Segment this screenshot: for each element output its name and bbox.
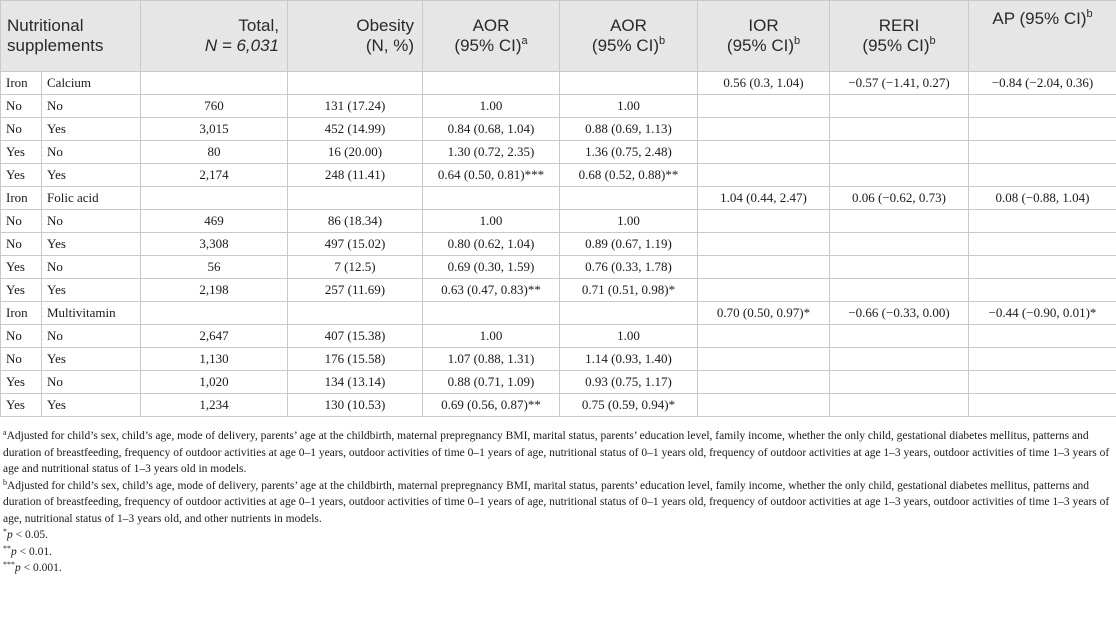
supplement-status-cell: Yes <box>42 118 141 141</box>
ap-cell <box>969 233 1116 256</box>
footnotes <box>3 428 1115 577</box>
aor-a-cell: 0.64 (0.50, 0.81)*** <box>423 164 560 187</box>
header-label: (95% CI) <box>862 36 930 55</box>
iron-status-cell: Yes <box>1 371 42 394</box>
aor-a-cell: 0.69 (0.30, 1.59) <box>423 256 560 279</box>
footnote-p005 <box>3 527 1115 544</box>
supplement-status-cell: No <box>42 256 141 279</box>
aor-a-cell: 1.07 (0.88, 1.31) <box>423 348 560 371</box>
iron-status-cell: Yes <box>1 141 42 164</box>
footnote-marker: b <box>793 35 801 47</box>
obesity-count-cell: 7 (12.5) <box>288 256 423 279</box>
p-symbol: p <box>7 529 13 541</box>
table-row <box>1 325 1116 348</box>
aor-a-cell <box>423 302 560 325</box>
header-label: supplements <box>7 36 104 55</box>
reri-cell <box>830 325 969 348</box>
header-obesity <box>288 1 423 72</box>
total-count-cell: 1,020 <box>141 371 288 394</box>
header-label: Total, <box>238 16 280 35</box>
ap-cell <box>969 210 1116 233</box>
obesity-count-cell: 452 (14.99) <box>288 118 423 141</box>
supplement-status-cell: No <box>42 325 141 348</box>
total-count-cell: 1,130 <box>141 348 288 371</box>
reri-cell: −0.57 (−1.41, 0.27) <box>830 72 969 95</box>
header-total <box>141 1 288 72</box>
aor-a-cell: 0.84 (0.68, 1.04) <box>423 118 560 141</box>
aor-b-cell <box>560 187 698 210</box>
ap-cell <box>969 394 1116 417</box>
header-label: AOR <box>472 16 510 35</box>
table-row <box>1 394 1116 417</box>
iron-status-cell: Iron <box>1 187 42 210</box>
aor-b-cell: 1.00 <box>560 95 698 118</box>
aor-a-cell: 1.00 <box>423 325 560 348</box>
aor-b-cell: 0.71 (0.51, 0.98)* <box>560 279 698 302</box>
footnote-text: Adjusted for child’s sex, child’s age, mode of delivery, parents’ age at the childbirth, maternal prepregnancy BMI, marital status, parents’ education level, family income, whether the only child, gestational diabetes mellitus, patterns and duration of breastfeeding, frequency of outdoor activities at age 0–1 years, outdoor activities of time 0–1 years of age, nutritional status of 0–1 years old, frequency of outdoor activities at age 1–3 years, outdoor activities of time 1–3 years of age, nutritional status of 1–3 years old, and other nutrients in models. <box>3 479 1110 525</box>
header-label: RERI <box>878 16 920 35</box>
table-row <box>1 302 1116 325</box>
ap-cell: −0.84 (−2.04, 0.36) <box>969 72 1116 95</box>
iron-status-cell: No <box>1 210 42 233</box>
iron-status-cell: Yes <box>1 164 42 187</box>
obesity-count-cell <box>288 187 423 210</box>
obesity-count-cell <box>288 72 423 95</box>
footnote-marker: b <box>1086 8 1093 20</box>
header-label: AOR <box>610 16 647 35</box>
supplement-status-cell: Calcium <box>42 72 141 95</box>
aor-b-cell: 0.68 (0.52, 0.88)** <box>560 164 698 187</box>
aor-b-cell: 0.75 (0.59, 0.94)* <box>560 394 698 417</box>
aor-b-cell <box>560 302 698 325</box>
table-row <box>1 164 1116 187</box>
header-ior <box>698 1 830 72</box>
table-body <box>1 72 1116 417</box>
header-label: (95% CI) <box>591 36 659 55</box>
header-nutritional-supplements <box>1 1 141 72</box>
footnote-marker: b <box>929 35 936 47</box>
reri-cell <box>830 371 969 394</box>
iron-status-cell: Iron <box>1 72 42 95</box>
footnote-p001 <box>3 544 1115 561</box>
table-row <box>1 141 1116 164</box>
reri-cell <box>830 394 969 417</box>
supplement-status-cell: Yes <box>42 164 141 187</box>
footnote-text: Adjusted for child’s sex, child’s age, mode of delivery, parents’ age at the childbirth, maternal prepregnancy BMI, marital status, parents’ education level, family income, whether the only child, gestational diabetes mellitus, patterns and duration of breastfeeding, frequency of outdoor activities at age 0–1 years, outdoor activities of time 0–1 years of age, nutritional status of 0–1 years old, frequency of outdoor activities at age 1–3 years, outdoor activities of time 1–3 years of age and nutritional status of 1–3 years old in models. <box>3 430 1110 475</box>
ior-cell <box>698 348 830 371</box>
aor-a-cell <box>423 187 560 210</box>
table-row <box>1 279 1116 302</box>
total-count-cell <box>141 302 288 325</box>
supplement-status-cell: No <box>42 95 141 118</box>
supplement-status-cell: Yes <box>42 279 141 302</box>
footnote-text: < 0.01. <box>16 545 52 558</box>
total-count-cell: 3,308 <box>141 233 288 256</box>
footnote-marker: a <box>3 428 7 437</box>
ap-cell: 0.08 (−0.88, 1.04) <box>969 187 1116 210</box>
ior-cell: 1.04 (0.44, 2.47) <box>698 187 830 210</box>
footnote-text: < 0.001. <box>20 562 62 574</box>
supplement-status-cell: No <box>42 141 141 164</box>
supplement-status-cell: Multivitamin <box>42 302 141 325</box>
aor-b-cell: 0.88 (0.69, 1.13) <box>560 118 698 141</box>
p-symbol: p <box>11 545 17 558</box>
header-aor-a <box>423 1 560 72</box>
obesity-count-cell <box>288 302 423 325</box>
obesity-count-cell: 134 (13.14) <box>288 371 423 394</box>
ior-cell <box>698 394 830 417</box>
reri-cell: 0.06 (−0.62, 0.73) <box>830 187 969 210</box>
aor-b-cell: 1.36 (0.75, 2.48) <box>560 141 698 164</box>
ior-cell <box>698 95 830 118</box>
aor-b-cell: 1.00 <box>560 325 698 348</box>
footnote-marker: b <box>658 35 666 47</box>
ior-cell: 0.56 (0.3, 1.04) <box>698 72 830 95</box>
supplement-status-cell: Yes <box>42 394 141 417</box>
ior-cell <box>698 141 830 164</box>
ap-cell <box>969 118 1116 141</box>
ior-cell <box>698 233 830 256</box>
ior-cell <box>698 279 830 302</box>
obesity-count-cell: 497 (15.02) <box>288 233 423 256</box>
aor-b-cell: 0.89 (0.67, 1.19) <box>560 233 698 256</box>
aor-a-cell: 1.00 <box>423 210 560 233</box>
footnote-a <box>3 428 1115 478</box>
ap-cell <box>969 141 1116 164</box>
reri-cell <box>830 118 969 141</box>
header-ap <box>969 1 1116 72</box>
total-count-cell: 760 <box>141 95 288 118</box>
iron-status-cell: Yes <box>1 394 42 417</box>
ap-cell <box>969 371 1116 394</box>
iron-status-cell: No <box>1 348 42 371</box>
aor-b-cell: 1.00 <box>560 210 698 233</box>
iron-status-cell: Iron <box>1 302 42 325</box>
total-count-cell: 2,198 <box>141 279 288 302</box>
ap-cell <box>969 279 1116 302</box>
footnote-marker: *** <box>3 560 15 569</box>
table-row <box>1 118 1116 141</box>
ap-cell <box>969 348 1116 371</box>
aor-a-cell: 0.80 (0.62, 1.04) <box>423 233 560 256</box>
reri-cell <box>830 95 969 118</box>
aor-a-cell: 0.88 (0.71, 1.09) <box>423 371 560 394</box>
ap-cell <box>969 164 1116 187</box>
obesity-count-cell: 407 (15.38) <box>288 325 423 348</box>
table-row <box>1 210 1116 233</box>
aor-b-cell <box>560 72 698 95</box>
ap-cell <box>969 325 1116 348</box>
header-aor-b <box>560 1 698 72</box>
aor-a-cell: 1.00 <box>423 95 560 118</box>
header-label: IOR <box>748 16 779 35</box>
obesity-count-cell: 176 (15.58) <box>288 348 423 371</box>
header-label: (N, %) <box>365 36 415 55</box>
reri-cell <box>830 233 969 256</box>
iron-status-cell: Yes <box>1 256 42 279</box>
p-symbol: p <box>15 562 21 574</box>
table-row <box>1 95 1116 118</box>
header-label: Nutritional <box>7 16 84 35</box>
reri-cell <box>830 348 969 371</box>
footnote-marker: a <box>521 35 528 47</box>
footnote-p0001 <box>3 560 1115 577</box>
table-row <box>1 233 1116 256</box>
reri-cell <box>830 164 969 187</box>
footnote-b <box>3 478 1115 528</box>
header-label: AP (95% CI) <box>992 9 1087 28</box>
total-count-cell: 1,234 <box>141 394 288 417</box>
iron-status-cell: Yes <box>1 279 42 302</box>
footnote-marker: ** <box>3 543 11 553</box>
obesity-count-cell: 130 (10.53) <box>288 394 423 417</box>
reri-cell <box>830 141 969 164</box>
iron-status-cell: No <box>1 95 42 118</box>
obesity-count-cell: 248 (11.41) <box>288 164 423 187</box>
reri-cell <box>830 210 969 233</box>
ior-cell <box>698 371 830 394</box>
aor-a-cell: 0.69 (0.56, 0.87)** <box>423 394 560 417</box>
ior-cell <box>698 256 830 279</box>
table-row <box>1 371 1116 394</box>
reri-cell <box>830 256 969 279</box>
aor-b-cell: 0.76 (0.33, 1.78) <box>560 256 698 279</box>
header-reri <box>830 1 969 72</box>
ior-cell <box>698 164 830 187</box>
table-row <box>1 72 1116 95</box>
obesity-count-cell: 131 (17.24) <box>288 95 423 118</box>
ap-cell <box>969 95 1116 118</box>
aor-b-cell: 0.93 (0.75, 1.17) <box>560 371 698 394</box>
iron-status-cell: No <box>1 325 42 348</box>
aor-a-cell <box>423 72 560 95</box>
total-count-cell <box>141 187 288 210</box>
table-header <box>1 1 1116 72</box>
supplement-status-cell: No <box>42 371 141 394</box>
table-row <box>1 187 1116 210</box>
total-count-cell: 56 <box>141 256 288 279</box>
ior-cell <box>698 118 830 141</box>
footnote-text: < 0.05. <box>12 529 48 541</box>
obesity-count-cell: 86 (18.34) <box>288 210 423 233</box>
header-label: (95% CI) <box>454 36 522 55</box>
header-label: N = 6,031 <box>204 36 280 55</box>
iron-status-cell: No <box>1 233 42 256</box>
footnote-marker: b <box>3 477 7 487</box>
header-label: Obesity <box>356 16 415 35</box>
total-count-cell <box>141 72 288 95</box>
table-row <box>1 256 1116 279</box>
ap-cell: −0.44 (−0.90, 0.01)* <box>969 302 1116 325</box>
footnote-marker: * <box>3 527 7 536</box>
ior-cell: 0.70 (0.50, 0.97)* <box>698 302 830 325</box>
total-count-cell: 80 <box>141 141 288 164</box>
supplement-status-cell: Folic acid <box>42 187 141 210</box>
aor-a-cell: 0.63 (0.47, 0.83)** <box>423 279 560 302</box>
reri-cell: −0.66 (−0.33, 0.00) <box>830 302 969 325</box>
table-row <box>1 348 1116 371</box>
reri-cell <box>830 279 969 302</box>
total-count-cell: 469 <box>141 210 288 233</box>
aor-a-cell: 1.30 (0.72, 2.35) <box>423 141 560 164</box>
header-label: (95% CI) <box>726 36 794 55</box>
supplement-status-cell: Yes <box>42 348 141 371</box>
obesity-count-cell: 257 (11.69) <box>288 279 423 302</box>
ap-cell <box>969 256 1116 279</box>
total-count-cell: 2,647 <box>141 325 288 348</box>
supplement-status-cell: Yes <box>42 233 141 256</box>
total-count-cell: 3,015 <box>141 118 288 141</box>
ior-cell <box>698 210 830 233</box>
total-count-cell: 2,174 <box>141 164 288 187</box>
obesity-count-cell: 16 (20.00) <box>288 141 423 164</box>
ior-cell <box>698 325 830 348</box>
aor-b-cell: 1.14 (0.93, 1.40) <box>560 348 698 371</box>
supplement-status-cell: No <box>42 210 141 233</box>
iron-status-cell: No <box>1 118 42 141</box>
